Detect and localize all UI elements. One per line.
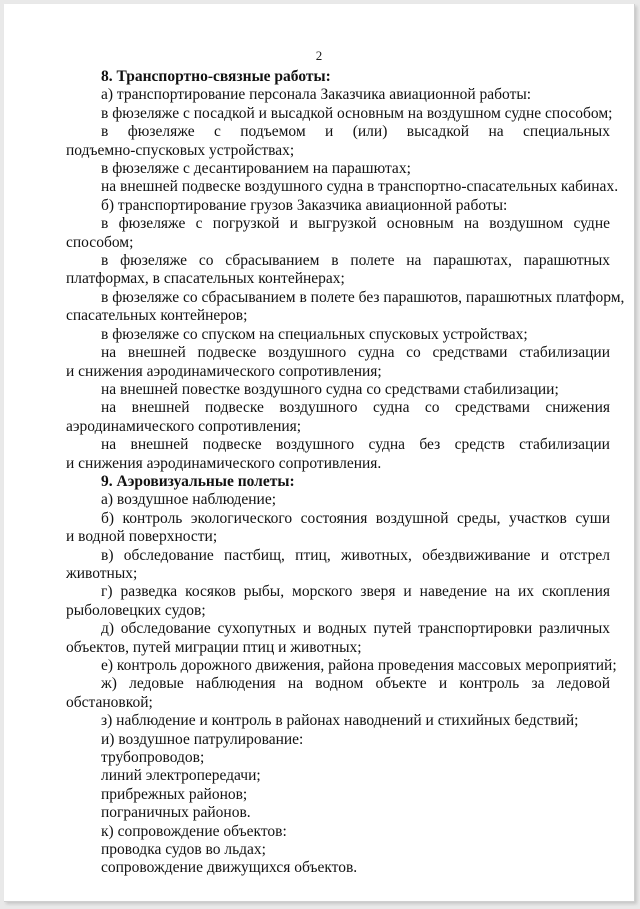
text-line: на внешней подвеске воздушного судна в транспортно-спасательных кабинах. bbox=[101, 178, 619, 196]
text-line: а) транспортирование персонала Заказчика авиационной работы: bbox=[101, 86, 532, 104]
document-body bbox=[66, 68, 625, 878]
text-line: в фюзеляже со сбрасыванием в полете без парашютов, парашютных платформ, bbox=[101, 288, 625, 306]
text-line: к) сопровождение объектов: bbox=[101, 822, 287, 840]
text-line-justified: в фюзеляже с погрузкой и выгрузкой основным на воздушном судне bbox=[101, 215, 610, 233]
word: судна bbox=[372, 399, 410, 417]
word: на bbox=[101, 399, 117, 417]
text-line-justified bbox=[66, 123, 610, 141]
text-line: объектов, путей миграции птиц и животных; bbox=[66, 638, 362, 656]
text-line: и водной поверхности; bbox=[66, 528, 218, 546]
text-line: и снижения аэродинамического сопротивления. bbox=[66, 454, 382, 472]
text-line-justified: б) контроль экологического состояния воздушной среды, участков суши bbox=[101, 509, 610, 527]
text-line-justified: д) обследование сухопутных и водных путей транспортировки различных bbox=[101, 620, 610, 638]
text-line: животных; bbox=[66, 564, 138, 582]
text-line: пограничных районов. bbox=[101, 804, 251, 822]
section-heading-9: 9. Аэровизуальные полеты: bbox=[101, 472, 295, 490]
text-line: б) транспортирование грузов Заказчика авиационной работы: bbox=[101, 196, 508, 214]
text-line: в фюзеляже с посадкой и высадкой основным на воздушном судне способом; bbox=[101, 104, 613, 122]
word: фюзеляже bbox=[127, 123, 195, 141]
word: внешней bbox=[130, 436, 189, 454]
word: специальных bbox=[523, 123, 610, 141]
page-number: 2 bbox=[315, 48, 323, 63]
text-line: обстановкой; bbox=[66, 693, 153, 711]
text-line: е) контроль дорожного движения, района проведения массовых мероприятий; bbox=[101, 657, 617, 674]
word: средств bbox=[454, 436, 505, 454]
word: воздушного bbox=[279, 399, 358, 417]
word: снижения bbox=[545, 399, 610, 417]
word: подвеске bbox=[205, 399, 264, 417]
word: судна bbox=[368, 436, 406, 454]
text-line: сопровождение движущихся объектов. bbox=[101, 859, 358, 877]
word: (или) bbox=[352, 123, 388, 141]
text-line: и снижения аэродинамического сопротивления; bbox=[66, 362, 382, 380]
word: на bbox=[488, 123, 504, 141]
word: в bbox=[101, 123, 109, 141]
word: высадкой bbox=[406, 123, 470, 141]
text-line-justified: в) обследование пастбищ, птиц, животных, обездвиживание и отстрел bbox=[101, 546, 610, 564]
word: подвеске bbox=[202, 436, 262, 454]
text-line: трубопроводов; bbox=[101, 749, 205, 767]
word: подъемом bbox=[240, 123, 306, 141]
text-line-justified: г) разведка косяков рыбы, морского зверя и наведение на их скопления bbox=[101, 583, 610, 601]
word: средствами bbox=[455, 399, 530, 417]
text-line: з) наблюдение и контроль в районах наводнений и стихийных бедствий; bbox=[101, 712, 579, 730]
text-line: на внешней повестке воздушного судна со средствами стабилизации; bbox=[101, 380, 559, 398]
text-line: и) воздушное патрулирование: bbox=[101, 730, 304, 748]
text-line: рыболовецких судов; bbox=[66, 601, 206, 619]
text-line: а) воздушное наблюдение; bbox=[101, 491, 277, 509]
text-line: в фюзеляже со спуском на специальных спусковых устройствах; bbox=[101, 325, 528, 343]
section-heading-8: 8. Транспортно-связные работы: bbox=[101, 68, 331, 85]
word: со bbox=[424, 399, 440, 417]
text-line: в фюзеляже с десантированием на парашютах; bbox=[101, 160, 411, 178]
text-line: спасательных контейнеров; bbox=[66, 307, 248, 325]
document-page bbox=[4, 4, 635, 902]
word: внешней bbox=[131, 399, 190, 417]
text-line-justified: на внешней подвеске воздушного судна со средствами стабилизации bbox=[101, 344, 610, 362]
text-line: платформах, в спасательных контейнерах; bbox=[66, 270, 345, 288]
text-line-justified: ж) ледовые наблюдения на водном объекте и контроль за ледовой bbox=[101, 675, 610, 693]
word: воздушного bbox=[276, 436, 355, 454]
text-line-justified bbox=[66, 436, 610, 454]
text-line-justified bbox=[66, 399, 610, 417]
text-line: проводка судов во льдах; bbox=[101, 841, 266, 859]
text-line: подъемно-спусковых устройствах; bbox=[66, 141, 295, 159]
word: без bbox=[419, 436, 441, 454]
text-line: прибрежных районов; bbox=[101, 785, 248, 803]
text-line: линий электропередачи; bbox=[101, 767, 261, 785]
text-line: аэродинамического сопротивления; bbox=[66, 417, 302, 435]
word: и bbox=[325, 123, 334, 141]
word: на bbox=[101, 436, 117, 454]
text-line: способом; bbox=[66, 233, 134, 251]
text-line-justified: в фюзеляже со сбрасыванием в полете на парашютах, парашютных bbox=[101, 252, 610, 270]
word: с bbox=[213, 123, 221, 141]
word: стабилизации bbox=[519, 436, 610, 454]
